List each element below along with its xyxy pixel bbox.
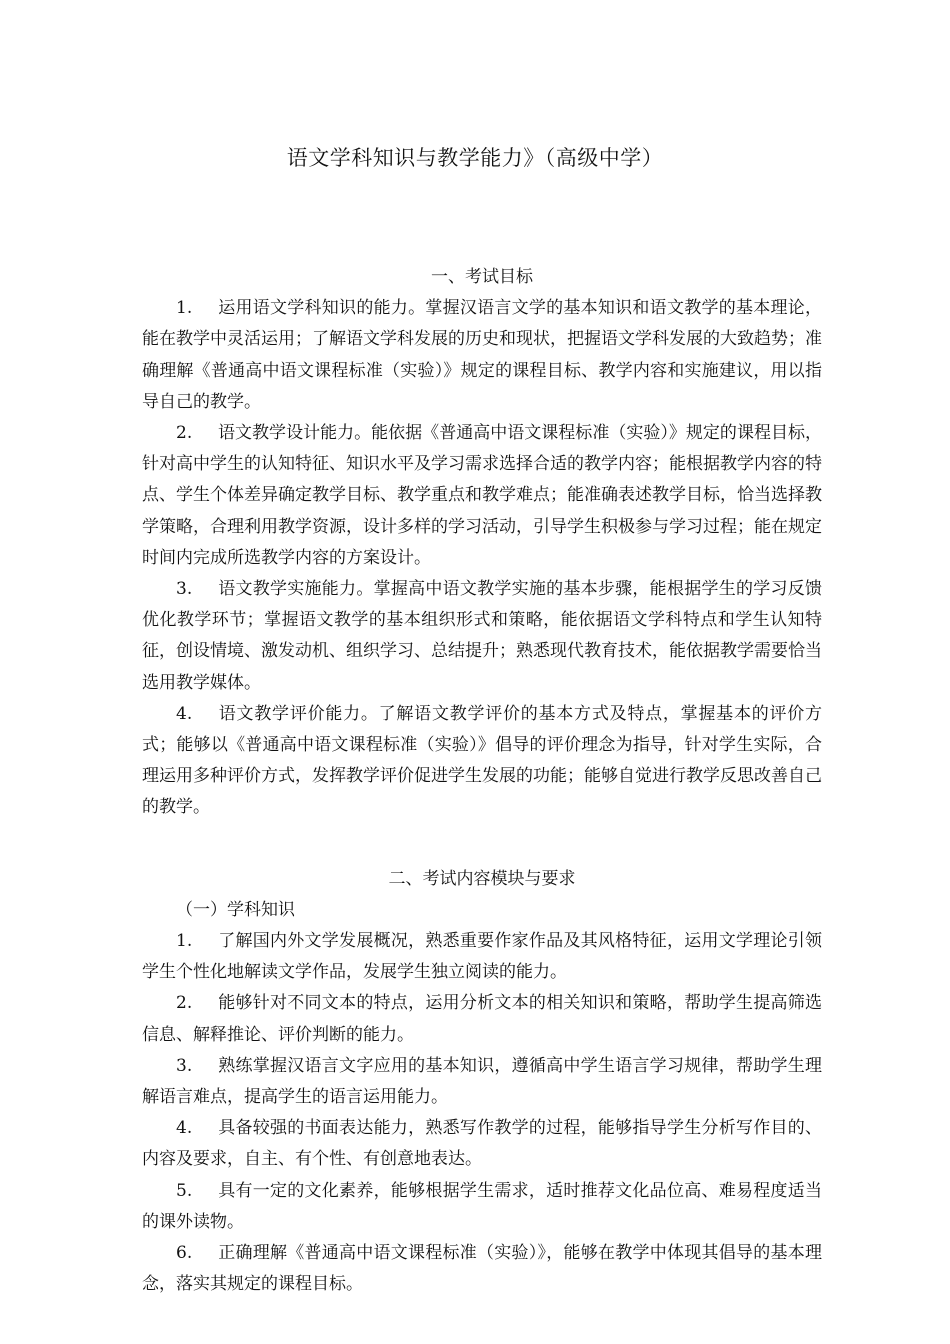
item-text: 具备较强的书面表达能力，熟悉写作教学的过程，能够指导学生分析写作目的、内容及要求，自主、有个性、有创意地表达。 [142,1118,822,1170]
document-body [142,262,822,1301]
item-number: 1. [176,298,193,319]
item-number: 3. [176,1055,193,1076]
knowledge-item [142,1238,822,1300]
section-heading-exam-objectives: 一、考试目标 [431,267,533,287]
knowledge-item [142,1176,822,1238]
item-text: 语文教学设计能力。能依据《普通高中语文课程标准（实验）》规定的课程目标，针对高中学生的认知特征、知识水平及学习需求选择合适的教学内容；能根据教学内容的特点、学生个体差异确定教学目标、教学重点和教学难点；能准确表述教学目标，恰当选择教学策略，合理利用教学资源，设计多样的学习活动，引导学生积极参与学习过程；能在规定时间内完成所选教学内容的方案设计。 [142,423,822,568]
document-title: 语文学科知识与教学能力》（高级中学） [286,146,664,170]
subsection-heading-subject-knowledge: （一）学科知识 [176,899,295,920]
section-spacer [142,824,822,864]
knowledge-item [142,1051,822,1113]
item-text: 正确理解《普通高中语文课程标准（实验）》，能够在教学中体现其倡导的基本理念，落实其规定的课程目标。 [142,1243,822,1295]
knowledge-item [142,988,822,1050]
item-text: 运用语文学科知识的能力。掌握汉语言文学的基本知识和语文教学的基本理论，能在教学中灵活运用；了解语文学科发展的历史和现状，把握语文学科发展的大致趋势；准确理解《普通高中语文课程标准（实验）》规定的课程目标、教学内容和实施建议，用以指导自己的教学。 [142,298,822,412]
knowledge-item [142,1113,822,1175]
item-text: 能够针对不同文本的特点，运用分析文本的相关知识和策略，帮助学生提高筛选信息、解释推论、评价判断的能力。 [142,993,822,1045]
item-number: 5. [176,1180,193,1201]
knowledge-item [142,926,822,988]
item-text: 具有一定的文化素养，能够根据学生需求，适时推荐文化品位高、难易程度适当的课外读物。 [142,1180,822,1232]
item-text: 熟练掌握汉语言文字应用的基本知识，遵循高中学生语言学习规律，帮助学生理解语言难点，提高学生的语言运用能力。 [142,1055,822,1108]
item-text: 语文教学评价能力。了解语文教学评价的基本方式及特点，掌握基本的评价方式；能够以《普通高中语文课程标准（实验）》倡导的评价理念为指导，针对学生实际，合理运用多种评价方式，发挥教学评价促进学生发展的功能；能够自觉进行教学反思改善自己的教学。 [142,703,822,818]
item-number: 4. [176,703,193,724]
objective-item [142,699,822,824]
item-number: 6. [176,1243,193,1264]
item-number: 2. [176,993,193,1014]
objective-item [142,574,822,699]
item-number: 4. [176,1118,193,1139]
objective-item [142,418,822,574]
item-number: 1. [176,931,193,952]
objective-item [142,293,822,418]
item-text: 语文教学实施能力。掌握高中语文教学实施的基本步骤，能根据学生的学习反馈优化教学环节；掌握语文教学的基本组织形式和策略，能依据语文学科特点和学生认知特征，创设情境、激发动机、组织学习、总结提升；熟悉现代教育技术，能依据教学需要恰当选用教学媒体。 [142,579,822,693]
section-heading-exam-content: 二、考试内容模块与要求 [388,868,576,889]
item-text: 了解国内外文学发展概况，熟悉重要作家作品及其风格特征，运用文学理论引领学生个性化地解读文学作品，发展学生独立阅读的能力。 [142,931,822,983]
item-number: 3. [176,579,193,600]
item-number: 2. [176,423,193,444]
